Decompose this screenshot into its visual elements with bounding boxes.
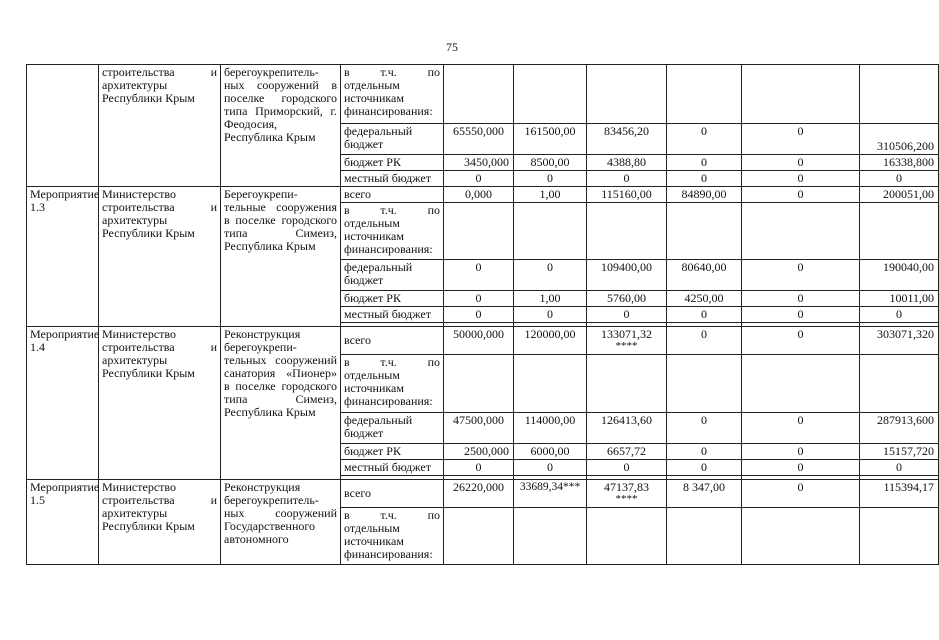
source-federal-cell: федеральный бюджет (341, 124, 444, 155)
source-federal-cell: федеральный бюджет (341, 413, 444, 444)
value-cell: 0 (742, 291, 860, 307)
total-value-cell: 115394,17 (860, 480, 939, 508)
value-cell: 0 (444, 260, 514, 291)
value-cell: 0 (667, 460, 742, 476)
source-local-cell: местный бюджет (341, 460, 444, 476)
total-value-cell: 16338,800 (860, 155, 939, 171)
value-cell: 133071,32 **** (587, 327, 667, 355)
value-cell: 0 (742, 155, 860, 171)
ministry-cell: Министерство строительства и архитектуры Республики Крым (99, 327, 221, 480)
value-cell: 0 (514, 307, 587, 323)
value-cell: 0 (587, 460, 667, 476)
total-value-cell: 190040,00 (860, 260, 939, 291)
value-cell: 0 (444, 460, 514, 476)
total-value-cell: 10011,00 (860, 291, 939, 307)
value-cell: 65550,000 (444, 124, 514, 155)
source-tch-cell: в т.ч. по отдельным источникам финансирования: (341, 355, 444, 413)
value-cell: 0 (667, 327, 742, 355)
value-cell: 0 (587, 171, 667, 187)
object-name-cell: Реконструкция берегоукрепи-тельных сооружений санатория «Пионер» в поселке городского типа Симеиз, Республика Крым (221, 327, 341, 480)
value-cell: 2500,000 (444, 444, 514, 460)
value-cell: 4250,00 (667, 291, 742, 307)
source-total-cell: всего (341, 327, 444, 355)
value-cell: 0 (860, 171, 939, 187)
value-cell: 6657,72 (587, 444, 667, 460)
ministry-cell: Министерство строительства и архитектуры Республики Крым (99, 187, 221, 327)
value-cell: 0 (667, 444, 742, 460)
value-cell: 0 (514, 460, 587, 476)
source-local-cell: местный бюджет (341, 307, 444, 323)
value-cell: 0 (860, 460, 939, 476)
value-cell: 0 (742, 460, 860, 476)
value-cell: 8500,00 (514, 155, 587, 171)
value-cell: 0 (742, 413, 860, 444)
table-row (27, 480, 939, 508)
source-tch-cell: в т.ч. по отдельным источникам финансирования: (341, 508, 444, 565)
value-cell: 0 (444, 171, 514, 187)
value-cell: 0 (667, 155, 742, 171)
value-cell: 0 (514, 171, 587, 187)
table-row (27, 327, 939, 355)
value-cell: 0 (742, 307, 860, 323)
value-cell: 0 (667, 413, 742, 444)
value-cell: 0 (742, 260, 860, 291)
value-cell: 4388,80 (587, 155, 667, 171)
total-value-cell: 287913,600 (860, 413, 939, 444)
value-cell: 80640,00 (667, 260, 742, 291)
measure-cell: Мероприятие 1.5 (27, 480, 99, 565)
value-cell: 5760,00 (587, 291, 667, 307)
value-cell: 47500,000 (444, 413, 514, 444)
value-cell: 161500,00 (514, 124, 587, 155)
value-cell: 0 (444, 307, 514, 323)
financing-table (26, 64, 939, 565)
value-cell: 0 (742, 327, 860, 355)
value-cell: 84890,00 (667, 187, 742, 203)
measure-cell (27, 65, 99, 187)
source-tch-cell: в т.ч. по отдельным источникам финансирования: (341, 65, 444, 124)
value-cell: 0 (742, 171, 860, 187)
measure-cell: Мероприятие 1.3 (27, 187, 99, 327)
source-rk-cell: бюджет РК (341, 444, 444, 460)
ministry-cell: Министерство строительства и архитектуры Республики Крым (99, 480, 221, 565)
value-cell: 0 (742, 187, 860, 203)
value-cell: 0,000 (444, 187, 514, 203)
value-cell: 0 (742, 444, 860, 460)
value-cell: 0 (667, 124, 742, 155)
object-name-cell: Реконструкция берегоукрепитель-ных сооружений Государственного автономного (221, 480, 341, 565)
total-value-cell: 200051,00 (860, 187, 939, 203)
value-cell: 0 (444, 291, 514, 307)
value-cell: 115160,00 (587, 187, 667, 203)
value-cell: 33689,34*** (514, 480, 587, 508)
table-row (27, 187, 939, 203)
value-cell: 3450,000 (444, 155, 514, 171)
value-cell: 26220,000 (444, 480, 514, 508)
object-name-cell: берегоукрепитель-ных сооружений в поселке городского типа Приморский, г. Феодосия, Республика Крым (221, 65, 341, 187)
object-name-cell: Берегоукрепи-тельные сооружения в поселке городского типа Симеиз, Республика Крым (221, 187, 341, 327)
value-cell: 0 (514, 260, 587, 291)
value-cell: 120000,00 (514, 327, 587, 355)
value-cell: 8 347,00 (667, 480, 742, 508)
value-cell: 83456,20 (587, 124, 667, 155)
value-cell: 47137,83 **** (587, 480, 667, 508)
total-value-cell: 310506,200 (860, 124, 939, 155)
value-cell: 126413,60 (587, 413, 667, 444)
total-value-cell: 15157,720 (860, 444, 939, 460)
value-cell: 1,00 (514, 187, 587, 203)
source-tch-cell: в т.ч. по отдельным источникам финансирования: (341, 203, 444, 260)
total-value-cell: 303071,320 (860, 327, 939, 355)
value-cell: 1,00 (514, 291, 587, 307)
source-rk-cell: бюджет РК (341, 291, 444, 307)
value-cell: 0 (667, 171, 742, 187)
source-total-cell: всего (341, 480, 444, 508)
value-cell: 0 (742, 480, 860, 508)
value-cell: 0 (587, 307, 667, 323)
value-cell: 6000,00 (514, 444, 587, 460)
value-cell: 0 (860, 307, 939, 323)
value-cell: 114000,00 (514, 413, 587, 444)
value-cell: 0 (667, 307, 742, 323)
page-number: 75 (446, 40, 458, 54)
source-total-cell: всего (341, 187, 444, 203)
value-cell: 0 (742, 124, 860, 155)
ministry-cell: строительства и архитектуры Республики Крым (99, 65, 221, 187)
table-row (27, 65, 939, 124)
value-cell: 50000,000 (444, 327, 514, 355)
source-rk-cell: бюджет РК (341, 155, 444, 171)
source-federal-cell: федеральный бюджет (341, 260, 444, 291)
value-cell: 109400,00 (587, 260, 667, 291)
measure-cell: Мероприятие 1.4 (27, 327, 99, 480)
source-local-cell: местный бюджет (341, 171, 444, 187)
